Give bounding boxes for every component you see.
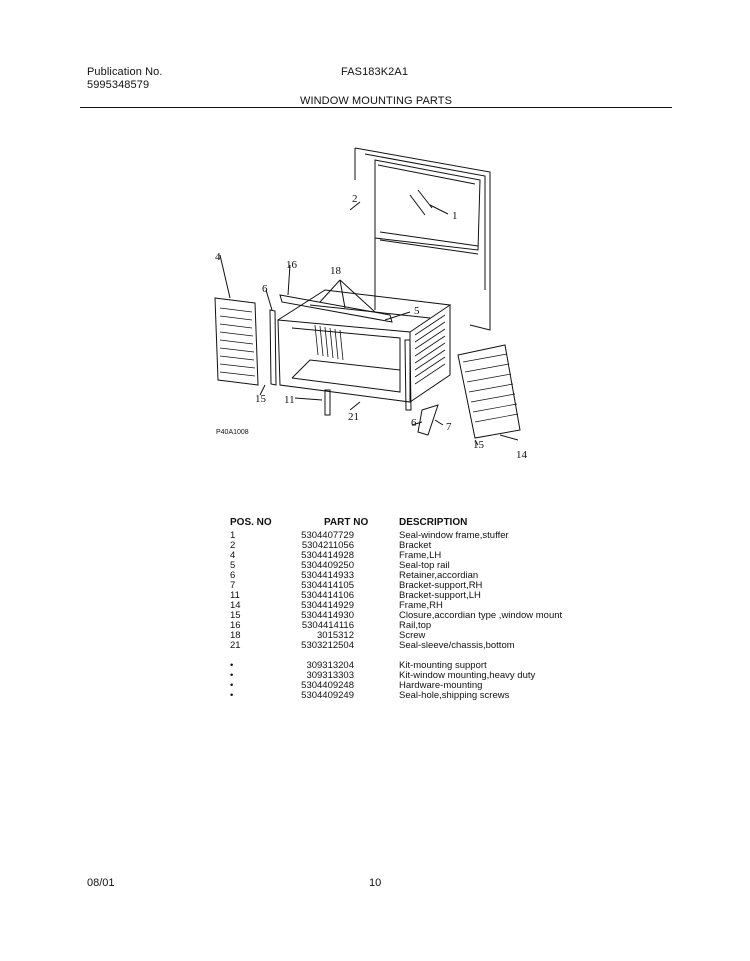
part-number: 5304414106 bbox=[301, 590, 354, 601]
pos-number: • bbox=[230, 670, 234, 681]
pos-number: 5 bbox=[230, 560, 236, 571]
column-header-description: DESCRIPTION bbox=[399, 517, 468, 528]
pos-number: • bbox=[230, 690, 234, 701]
part-number: 5304409250 bbox=[301, 560, 354, 571]
part-number: 5304409248 bbox=[301, 680, 354, 691]
callout-11: 11 bbox=[284, 394, 295, 406]
pos-number: • bbox=[230, 680, 234, 691]
callout-6-left: 6 bbox=[262, 283, 268, 295]
pos-number: 1 bbox=[230, 530, 236, 541]
callout-18: 18 bbox=[330, 265, 341, 277]
part-description: Bracket-support,RH bbox=[399, 580, 483, 591]
diagram-code: P40A1008 bbox=[216, 429, 249, 436]
part-description: Bracket-support,LH bbox=[399, 590, 481, 601]
part-description: Seal-sleeve/chassis,bottom bbox=[399, 640, 515, 651]
part-number: 309313204 bbox=[306, 660, 354, 671]
callout-4: 4 bbox=[215, 251, 221, 263]
part-description: Frame,RH bbox=[399, 600, 443, 611]
pos-number: 15 bbox=[230, 610, 241, 621]
part-description: Closure,accordian type ,window mount bbox=[399, 610, 563, 621]
exploded-parts-diagram bbox=[200, 140, 540, 470]
part-number: 5304414105 bbox=[301, 580, 354, 591]
part-description: Frame,LH bbox=[399, 550, 442, 561]
callout-15-left: 15 bbox=[255, 393, 266, 405]
part-number: 5304407729 bbox=[301, 530, 354, 541]
part-number: 5304414933 bbox=[301, 570, 354, 581]
part-description: Seal-top rail bbox=[399, 560, 450, 571]
pos-number: 4 bbox=[230, 550, 236, 561]
publication-number: 5995348579 bbox=[87, 79, 150, 91]
pos-number: 11 bbox=[230, 590, 240, 601]
pos-number: 6 bbox=[230, 570, 236, 581]
section-title: WINDOW MOUNTING PARTS bbox=[300, 95, 453, 107]
part-description: Screw bbox=[399, 630, 426, 641]
pos-number: 16 bbox=[230, 620, 241, 631]
callout-16: 16 bbox=[286, 259, 297, 271]
callout-2: 2 bbox=[352, 193, 358, 205]
pos-number: 7 bbox=[230, 580, 236, 591]
callout-6-right: 6 bbox=[411, 417, 417, 429]
callout-7: 7 bbox=[446, 421, 452, 433]
callout-21: 21 bbox=[348, 411, 359, 423]
pos-number: 2 bbox=[230, 540, 236, 551]
part-description: Rail,top bbox=[399, 620, 432, 631]
page-number: 10 bbox=[369, 877, 382, 889]
part-description: Hardware-mounting bbox=[399, 680, 483, 691]
part-description: Bracket bbox=[399, 540, 432, 551]
publication-label: Publication No. bbox=[87, 66, 163, 78]
part-number: 5304414930 bbox=[301, 610, 354, 621]
column-header-pos: POS. NO bbox=[230, 517, 272, 528]
pos-number: 14 bbox=[230, 600, 241, 611]
part-description: Kit-window mounting,heavy duty bbox=[399, 670, 536, 681]
model-number: FAS183K2A1 bbox=[341, 66, 409, 78]
callout-14: 14 bbox=[516, 449, 527, 461]
pos-number: • bbox=[230, 660, 234, 671]
part-description: Retainer,accordian bbox=[399, 570, 479, 581]
part-number: 5304211056 bbox=[301, 540, 354, 551]
part-description: Kit-mounting support bbox=[399, 660, 487, 671]
part-number: 5304414116 bbox=[301, 620, 354, 631]
part-number: 5304414928 bbox=[301, 550, 354, 561]
part-number: 309313303 bbox=[306, 670, 354, 681]
part-number: 5304409249 bbox=[301, 690, 354, 701]
part-number: 3015312 bbox=[317, 630, 354, 641]
part-number: 5304414929 bbox=[301, 600, 354, 611]
header-rule bbox=[80, 107, 672, 108]
pos-number: 18 bbox=[230, 630, 241, 641]
callout-5: 5 bbox=[414, 305, 420, 317]
callout-15-right: 15 bbox=[473, 439, 484, 451]
callout-1: 1 bbox=[452, 210, 458, 222]
part-description: Seal-hole,shipping screws bbox=[399, 690, 510, 701]
column-header-part: PART NO bbox=[324, 517, 369, 528]
part-description: Seal-window frame,stuffer bbox=[399, 530, 509, 541]
pos-number: 21 bbox=[230, 640, 241, 651]
part-number: 5303212504 bbox=[301, 640, 354, 651]
footer-date: 08/01 bbox=[87, 877, 115, 889]
